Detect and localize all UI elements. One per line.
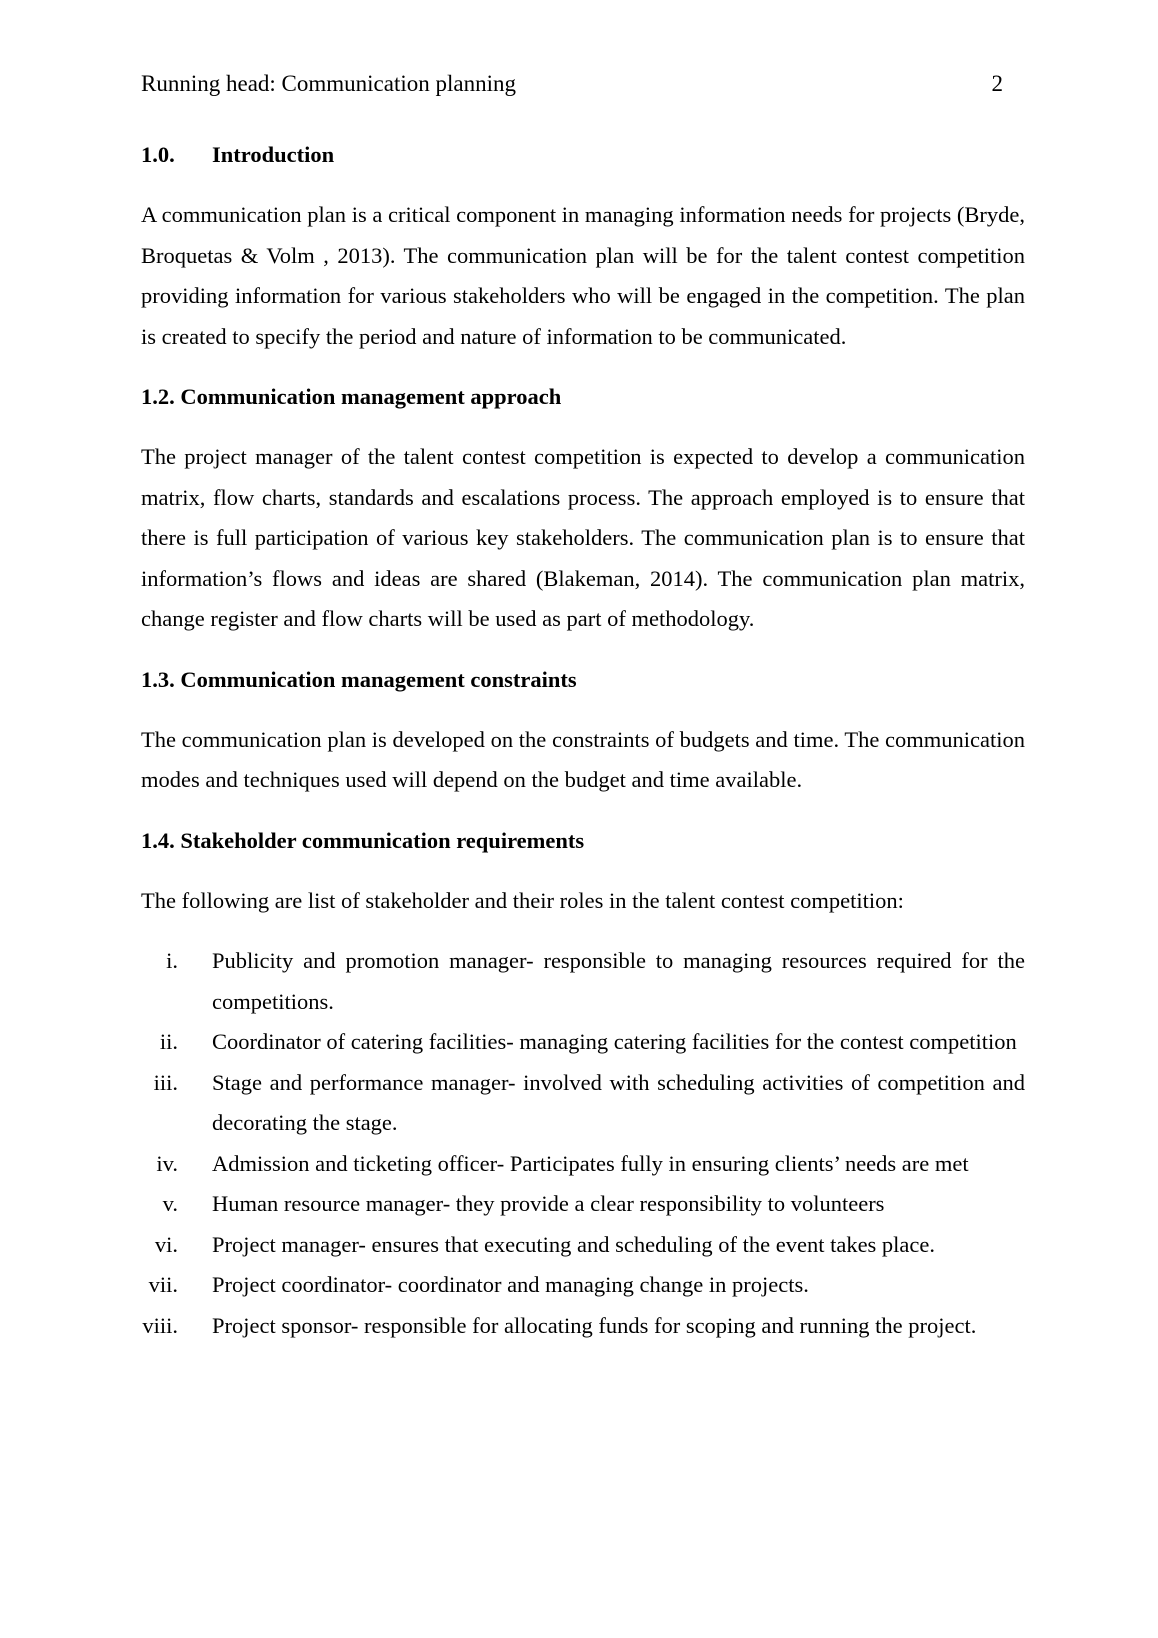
list-item	[141, 1022, 1025, 1063]
list-item-text: Admission and ticketing officer- Participates fully in ensuring clients’ needs are met	[212, 1150, 969, 1176]
document-body	[141, 135, 1025, 1346]
list-marker: ii.	[159, 1029, 178, 1054]
list-marker: viii.	[142, 1312, 178, 1338]
list-marker: iv.	[156, 1150, 178, 1176]
list-item-text: Coordinator of catering facilities- managing catering facilities for the contest competition	[212, 1029, 1017, 1054]
section-number: 1.0.	[141, 142, 175, 167]
approach-paragraph: The project manager of the talent contest competition is expected to develop a communication matrix, flow charts, standards and escalations process. The approach employed is to ensure that there is full participation of various key stakeholders. The communication plan is to ensure that information’s flows and ideas are shared (Blakeman, 2014). The communication plan matrix, change register and flow charts will be used as part of methodology.	[141, 444, 1025, 631]
introduction-paragraph: A communication plan is a critical component in managing information needs for projects (Bryde, Broquetas & Volm , 2013). The communication plan will be for the talent contest competition providing information for various stakeholders who will be engaged in the competition. The plan is created to specify the period and nature of information to be communicated.	[141, 202, 1025, 349]
list-marker: vii.	[148, 1272, 178, 1297]
constraints-paragraph: The communication plan is developed on the constraints of budgets and time. The communication modes and techniques used will depend on the budget and time available.	[141, 726, 1025, 792]
list-item	[141, 1184, 1025, 1225]
list-item-text: Stage and performance manager- involved with scheduling activities of competition and decorating the stage.	[212, 1069, 1025, 1135]
section-heading-constraints: 1.3. Communication management constraints	[141, 666, 577, 692]
list-item	[141, 1063, 1025, 1144]
list-marker: i.	[166, 948, 178, 973]
page-header	[141, 68, 1003, 100]
list-marker: v.	[162, 1191, 178, 1216]
list-item	[141, 1225, 1025, 1266]
list-item-text: Publicity and promotion manager- responsible to managing resources required for the competitions.	[212, 948, 1025, 1014]
page-number: 2	[991, 71, 1003, 96]
section-heading-approach: 1.2. Communication management approach	[141, 384, 562, 409]
section-heading-introduction	[141, 135, 1025, 175]
list-item-text: Human resource manager- they provide a clear responsibility to volunteers	[212, 1191, 885, 1216]
list-item	[141, 1306, 1025, 1347]
stakeholder-list	[141, 941, 1025, 1346]
list-item-text: Project coordinator- coordinator and managing change in projects.	[212, 1272, 809, 1297]
list-item	[141, 1265, 1025, 1306]
list-item-text: Project manager- ensures that executing and scheduling of the event takes place.	[212, 1231, 936, 1257]
running-head: Running head: Communication planning	[141, 71, 516, 96]
list-item-text: Project sponsor- responsible for allocating funds for scoping and running the project.	[212, 1312, 977, 1338]
list-item	[141, 1144, 1025, 1185]
requirements-intro: The following are list of stakeholder and their roles in the talent contest competition:	[141, 887, 904, 913]
list-marker: iii.	[153, 1069, 178, 1095]
list-item	[141, 941, 1025, 1022]
section-heading-requirements: 1.4. Stakeholder communication requirements	[141, 827, 585, 853]
list-marker: vi.	[154, 1231, 178, 1257]
section-title: Introduction	[212, 142, 335, 167]
